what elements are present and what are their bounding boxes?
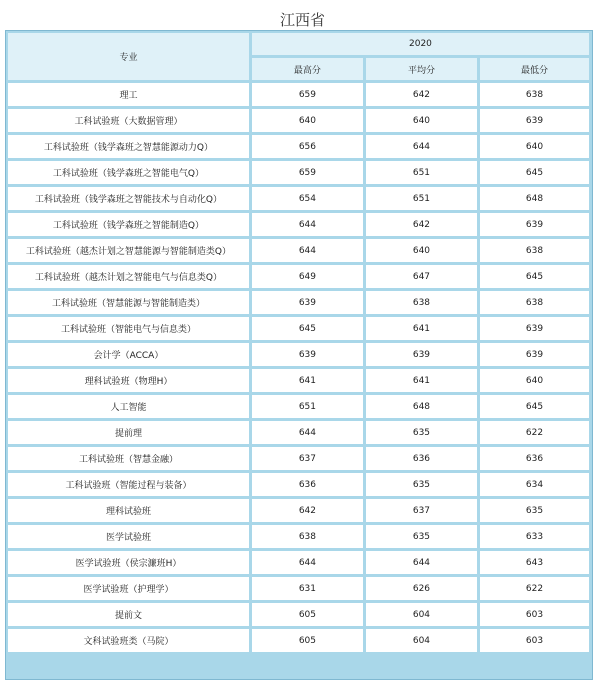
header-max: 最高分 [252,58,363,80]
cell-min: 633 [480,525,589,548]
cell-avg: 637 [366,499,477,522]
cell-min: 622 [480,421,589,444]
table-row [8,551,589,574]
cell-major: 工科试验班（智慧金融） [8,447,249,470]
cell-avg: 635 [366,473,477,496]
table-row [8,447,589,470]
cell-major: 医学试验班 [8,525,249,548]
cell-avg: 640 [366,239,477,262]
table-row [8,577,589,600]
cell-max: 654 [252,187,363,210]
cell-avg: 647 [366,265,477,288]
cell-avg: 641 [366,317,477,340]
cell-min: 645 [480,265,589,288]
cell-min: 639 [480,213,589,236]
cell-max: 645 [252,317,363,340]
cell-max: 644 [252,551,363,574]
cell-major: 理科试验班（物理H） [8,369,249,392]
cell-major: 人工智能 [8,395,249,418]
table-row [8,421,589,444]
cell-major: 提前文 [8,603,249,626]
cell-avg: 604 [366,603,477,626]
table-row [8,499,589,522]
header-avg: 平均分 [366,58,477,80]
cell-avg: 635 [366,525,477,548]
cell-min: 639 [480,317,589,340]
score-table-container [5,30,593,680]
cell-avg: 640 [366,109,477,132]
cell-major: 工科试验班（钱学森班之智能电气Q） [8,161,249,184]
cell-min: 634 [480,473,589,496]
cell-major: 会计学（ACCA） [8,343,249,366]
cell-major: 工科试验班（越杰计划之智能电气与信息类Q） [8,265,249,288]
cell-avg: 644 [366,551,477,574]
cell-major: 工科试验班（智慧能源与智能制造类） [8,291,249,314]
cell-major: 文科试验班类（马院） [8,629,249,652]
cell-max: 644 [252,239,363,262]
cell-major: 医学试验班（护理学） [8,577,249,600]
table-row [8,109,589,132]
table-row [8,265,589,288]
cell-max: 636 [252,473,363,496]
cell-max: 659 [252,83,363,106]
cell-min: 622 [480,577,589,600]
table-row [8,239,589,262]
cell-min: 639 [480,343,589,366]
cell-max: 644 [252,421,363,444]
table-row [8,213,589,236]
cell-max: 639 [252,291,363,314]
cell-major: 工科试验班（越杰计划之智慧能源与智能制造类Q） [8,239,249,262]
cell-min: 603 [480,629,589,652]
header-major: 专业 [8,33,249,80]
cell-min: 645 [480,161,589,184]
score-table [5,30,592,655]
table-row [8,369,589,392]
cell-max: 656 [252,135,363,158]
table-row [8,629,589,652]
cell-major: 工科试验班（大数据管理） [8,109,249,132]
cell-max: 638 [252,525,363,548]
table-row [8,291,589,314]
cell-avg: 639 [366,343,477,366]
cell-max: 649 [252,265,363,288]
cell-avg: 638 [366,291,477,314]
cell-major: 工科试验班（钱学森班之智能制造Q） [8,213,249,236]
cell-avg: 626 [366,577,477,600]
cell-max: 640 [252,109,363,132]
cell-max: 631 [252,577,363,600]
cell-major: 工科试验班（智能过程与装备） [8,473,249,496]
cell-major: 工科试验班（智能电气与信息类） [8,317,249,340]
page-title: 江西省 [279,11,325,29]
cell-avg: 641 [366,369,477,392]
cell-avg: 642 [366,83,477,106]
table-row [8,473,589,496]
cell-min: 603 [480,603,589,626]
table-row [8,187,589,210]
cell-avg: 651 [366,187,477,210]
cell-avg: 635 [366,421,477,444]
cell-min: 643 [480,551,589,574]
table-row [8,603,589,626]
cell-min: 640 [480,369,589,392]
cell-major: 工科试验班（钱学森班之智能技术与自动化Q） [8,187,249,210]
cell-major: 医学试验班（侯宗濂班H） [8,551,249,574]
cell-min: 636 [480,447,589,470]
table-row [8,525,589,548]
table-row [8,135,589,158]
cell-max: 651 [252,395,363,418]
table-header-row [8,33,589,55]
cell-min: 645 [480,395,589,418]
header-min: 最低分 [480,58,589,80]
cell-avg: 642 [366,213,477,236]
cell-max: 642 [252,499,363,522]
cell-max: 639 [252,343,363,366]
cell-min: 639 [480,109,589,132]
cell-min: 638 [480,83,589,106]
table-row [8,317,589,340]
cell-avg: 648 [366,395,477,418]
cell-avg: 636 [366,447,477,470]
cell-major: 理工 [8,83,249,106]
cell-max: 637 [252,447,363,470]
cell-max: 641 [252,369,363,392]
cell-major: 提前理 [8,421,249,444]
cell-major: 理科试验班 [8,499,249,522]
cell-min: 638 [480,291,589,314]
table-row [8,161,589,184]
cell-min: 640 [480,135,589,158]
cell-avg: 604 [366,629,477,652]
cell-max: 605 [252,603,363,626]
cell-min: 635 [480,499,589,522]
cell-min: 648 [480,187,589,210]
cell-max: 659 [252,161,363,184]
cell-max: 644 [252,213,363,236]
cell-avg: 644 [366,135,477,158]
header-year: 2020 [252,33,589,55]
cell-max: 605 [252,629,363,652]
table-row [8,83,589,106]
cell-avg: 651 [366,161,477,184]
table-row [8,343,589,366]
table-row [8,395,589,418]
cell-min: 638 [480,239,589,262]
cell-major: 工科试验班（钱学森班之智慧能源动力Q） [8,135,249,158]
